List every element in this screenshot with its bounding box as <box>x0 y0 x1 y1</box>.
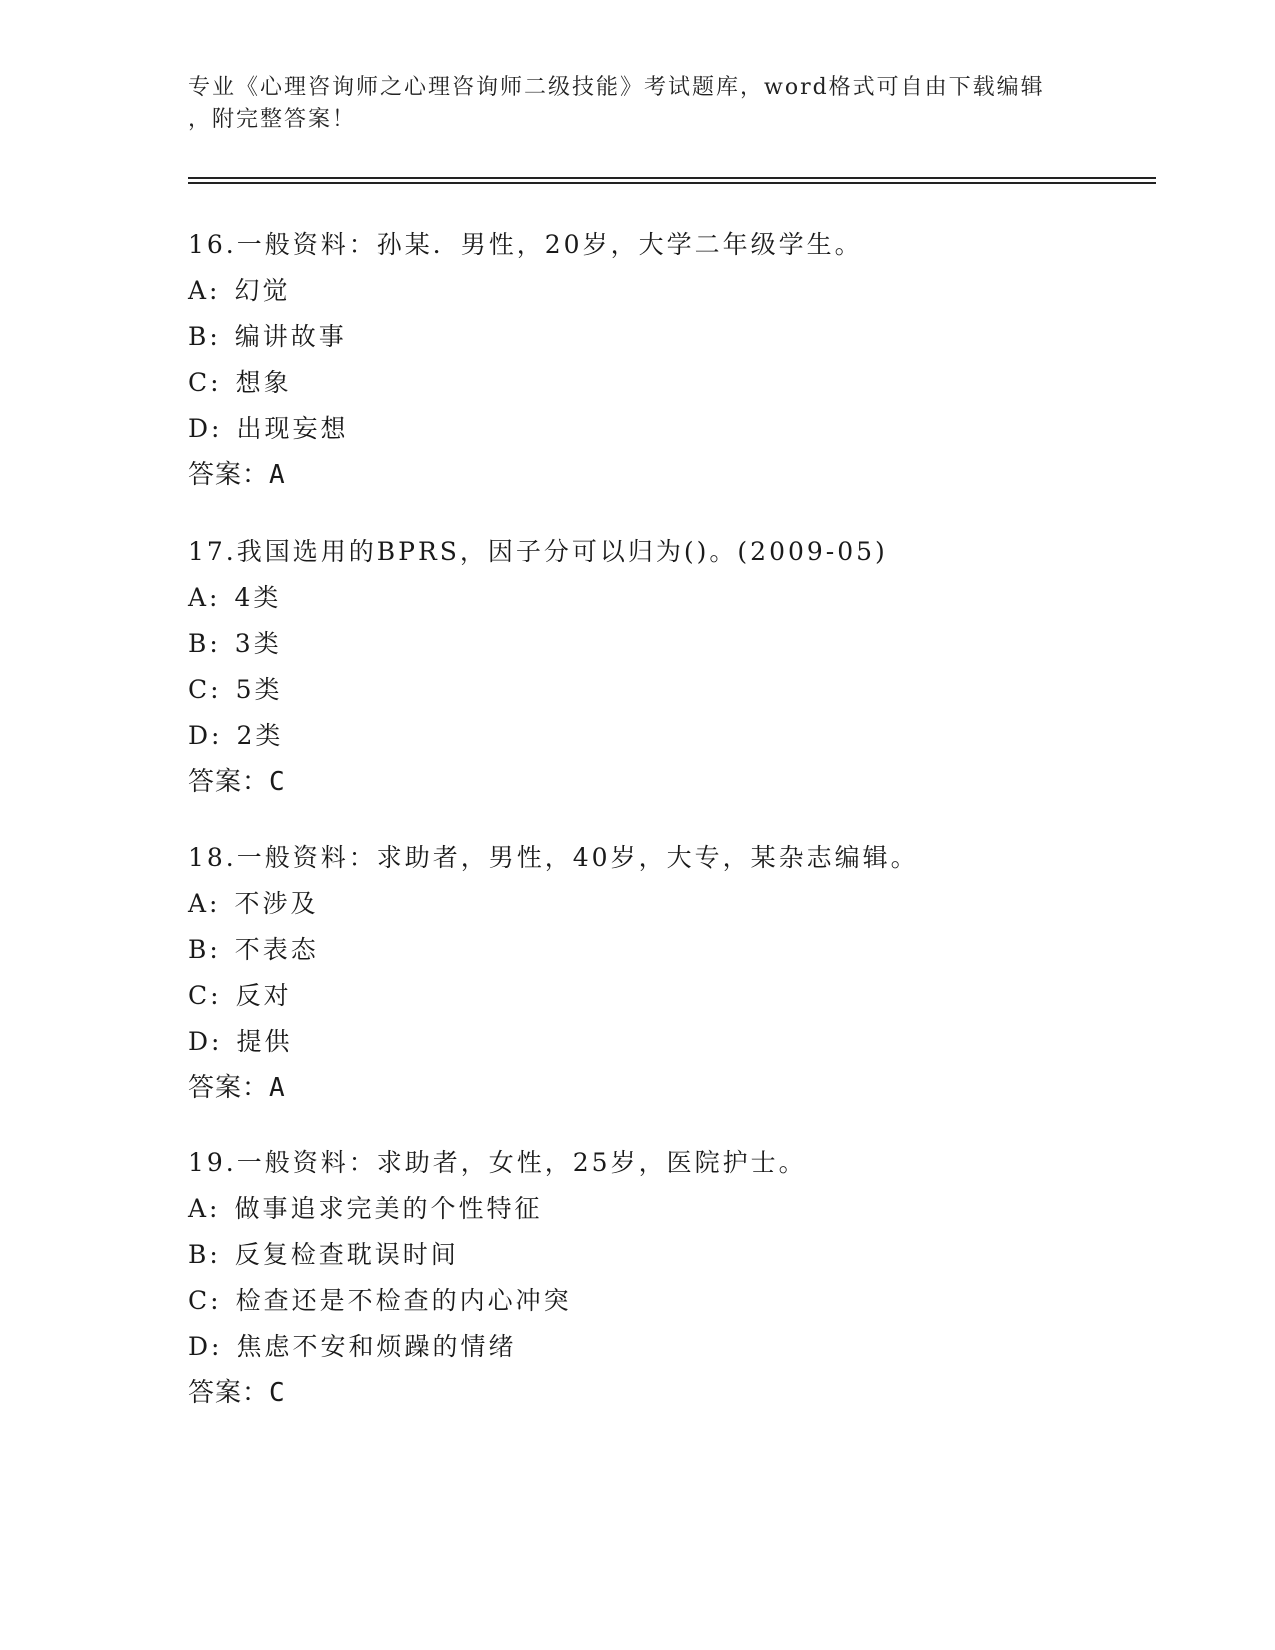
option-text: 反复检查耽误时间 <box>234 1240 459 1269</box>
option-letter: D: <box>188 1332 223 1361</box>
option-letter: B: <box>188 629 221 658</box>
header-line-1: 专业《心理咨询师之心理咨询师二级技能》考试题库，word格式可自由下载编辑 <box>188 75 1045 100</box>
option-c <box>188 973 1148 1019</box>
header-line-2: ，附完整答案！ <box>188 107 357 132</box>
question-title: 16.一般资料：孙某．男性，20岁，大学二年级学生。 <box>188 230 863 259</box>
option-text: 做事追求完美的个性特征 <box>234 1194 543 1223</box>
header-divider-top <box>188 177 1156 179</box>
option-b <box>188 1232 1148 1278</box>
option-letter: A: <box>188 1194 221 1223</box>
answer-label: 答案： <box>188 767 270 797</box>
option-text: 5类 <box>235 675 283 704</box>
option-text: 想象 <box>235 368 292 397</box>
option-letter: B: <box>188 1240 221 1269</box>
answer-line <box>188 759 1148 805</box>
option-text: 反对 <box>235 981 292 1010</box>
option-text: 幻觉 <box>234 276 291 305</box>
option-letter: C: <box>188 1286 222 1315</box>
option-a <box>188 268 1148 314</box>
option-c <box>188 360 1148 406</box>
question-18 <box>188 835 1148 1111</box>
question-16 <box>188 222 1148 498</box>
option-letter: B: <box>188 935 221 964</box>
option-letter: D: <box>188 1027 223 1056</box>
option-letter: C: <box>188 675 222 704</box>
option-text: 编讲故事 <box>234 322 347 351</box>
header-divider-bottom <box>188 182 1156 184</box>
answer-line <box>188 1370 1148 1416</box>
option-a <box>188 881 1148 927</box>
option-text: 出现妄想 <box>236 414 349 443</box>
option-letter: D: <box>188 414 223 443</box>
answer-label: 答案： <box>188 1073 270 1103</box>
answer-value: A <box>269 460 286 490</box>
option-text: 不表态 <box>234 935 319 964</box>
option-d <box>188 406 1148 452</box>
option-d <box>188 1324 1148 1370</box>
option-a <box>188 1186 1148 1232</box>
option-letter: A: <box>188 889 221 918</box>
option-text: 不涉及 <box>234 889 319 918</box>
option-letter: C: <box>188 981 222 1010</box>
option-a <box>188 575 1148 621</box>
option-c <box>188 667 1148 713</box>
question-title: 18.一般资料：求助者，男性，40岁，大专，某杂志编辑。 <box>188 843 919 872</box>
option-letter: A: <box>188 276 221 305</box>
option-text: 焦虑不安和烦躁的情绪 <box>236 1332 517 1361</box>
option-letter: C: <box>188 368 222 397</box>
answer-label: 答案： <box>188 460 270 490</box>
answer-label: 答案： <box>188 1378 270 1408</box>
option-text: 提供 <box>236 1027 293 1056</box>
option-letter: A: <box>188 583 221 612</box>
option-letter: D: <box>188 721 223 750</box>
question-title: 19.一般资料：求助者，女性，25岁，医院护士。 <box>188 1148 807 1177</box>
question-17 <box>188 529 1148 805</box>
answer-value: C <box>269 1378 286 1408</box>
option-b <box>188 927 1148 973</box>
answer-line <box>188 452 1148 498</box>
option-b <box>188 314 1148 360</box>
question-title: 17.我国选用的BPRS，因子分可以归为()。(2009-05) <box>188 537 888 566</box>
answer-value: C <box>269 767 286 797</box>
option-text: 2类 <box>236 721 284 750</box>
answer-line <box>188 1065 1148 1111</box>
answer-value: A <box>269 1073 286 1103</box>
option-b <box>188 621 1148 667</box>
question-19 <box>188 1140 1148 1416</box>
option-text: 检查还是不检查的内心冲突 <box>235 1286 572 1315</box>
option-text: 4类 <box>234 583 282 612</box>
option-letter: B: <box>188 322 221 351</box>
option-d <box>188 1019 1148 1065</box>
option-text: 3类 <box>234 629 282 658</box>
option-d <box>188 713 1148 759</box>
option-c <box>188 1278 1148 1324</box>
document-header <box>188 72 1088 136</box>
